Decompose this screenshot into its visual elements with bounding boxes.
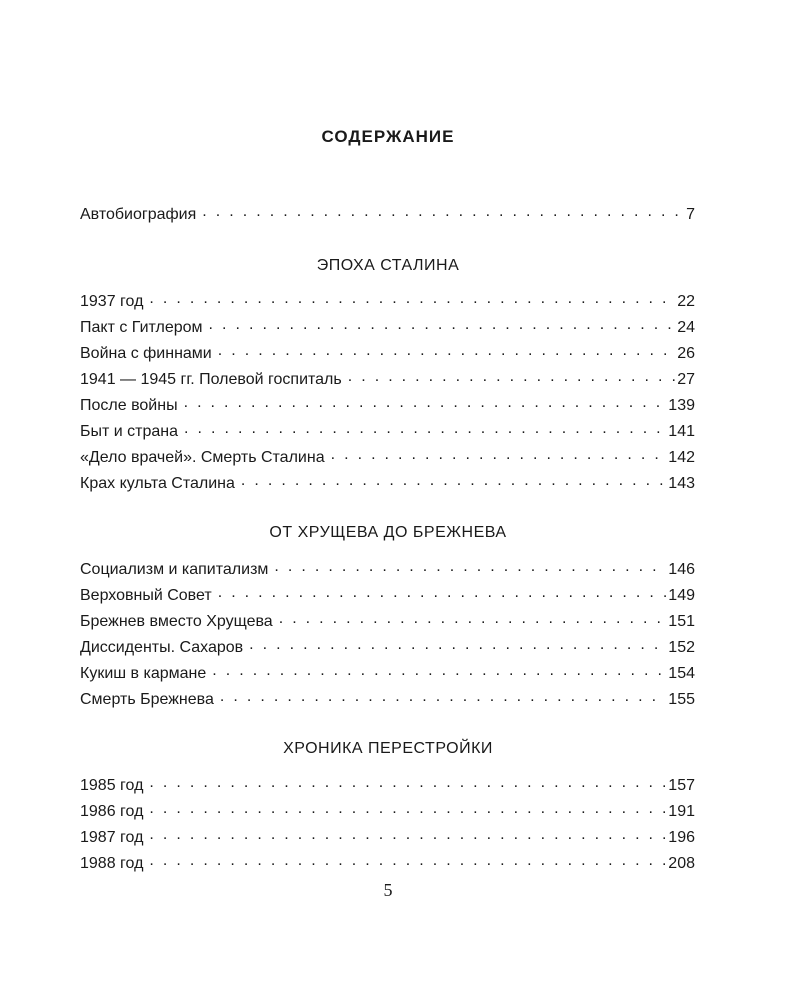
toc-entry-page: 26 bbox=[677, 345, 695, 362]
toc-entry bbox=[80, 342, 695, 364]
dot-leader bbox=[209, 316, 676, 332]
toc-entry-page: 196 bbox=[668, 829, 695, 846]
toc-entry-page: 154 bbox=[668, 665, 695, 682]
toc-entry-page: 151 bbox=[668, 613, 695, 630]
toc-entry bbox=[80, 203, 695, 225]
toc-entry-title: Диссиденты. Сахаров bbox=[80, 639, 244, 656]
dot-leader bbox=[184, 394, 667, 410]
toc-entry-page: 22 bbox=[677, 293, 695, 310]
section-heading: ЭПОХА СТАЛИНА bbox=[316, 257, 460, 274]
toc-entry-page: 146 bbox=[668, 561, 695, 578]
toc-entry-title: 1986 год bbox=[80, 803, 144, 820]
toc-entry bbox=[80, 290, 695, 312]
dot-leader bbox=[149, 800, 666, 816]
dot-leader bbox=[202, 203, 684, 219]
page-number: 5 bbox=[383, 880, 393, 900]
dot-leader bbox=[218, 584, 667, 600]
toc-entry-title: После войны bbox=[80, 397, 178, 414]
toc-entry-title: 1985 год bbox=[80, 777, 144, 794]
toc-entry-title: Быт и страна bbox=[80, 423, 179, 440]
toc-entry bbox=[80, 610, 695, 632]
toc-entry-title: 1937 год bbox=[80, 293, 144, 310]
toc-entry bbox=[80, 558, 695, 580]
toc-entry-page: 141 bbox=[668, 423, 695, 440]
page-title: СОДЕРЖАНИЕ bbox=[321, 127, 455, 146]
toc-entry-title: Смерть Брежнева bbox=[80, 691, 214, 708]
dot-leader bbox=[149, 290, 675, 306]
dot-leader bbox=[218, 342, 675, 358]
toc-entry bbox=[80, 662, 695, 684]
toc-entry-title: Социализм и капитализм bbox=[80, 561, 269, 578]
toc-entry-page: 152 bbox=[668, 639, 695, 656]
dot-leader bbox=[279, 610, 667, 626]
toc-entry-title: 1987 год bbox=[80, 829, 144, 846]
toc-entry bbox=[80, 368, 695, 390]
toc-entry bbox=[80, 852, 695, 874]
toc-entry-title: Война с финнами bbox=[80, 345, 212, 362]
toc-entry bbox=[80, 826, 695, 848]
toc-entry-page: 27 bbox=[677, 371, 695, 388]
toc-entry-title: Верховный Совет bbox=[80, 587, 212, 604]
toc-entry-page: 143 bbox=[668, 475, 695, 492]
section-heading: ОТ ХРУЩЕВА ДО БРЕЖНЕВА bbox=[269, 524, 507, 541]
toc-entry-page: 157 bbox=[668, 777, 695, 794]
toc-entry-page: 149 bbox=[668, 587, 695, 604]
dot-leader bbox=[220, 688, 666, 704]
toc-entry-page: 7 bbox=[686, 206, 695, 223]
toc-entry bbox=[80, 584, 695, 606]
toc-entry bbox=[80, 420, 695, 442]
dot-leader bbox=[331, 446, 667, 462]
dot-leader bbox=[149, 826, 666, 842]
toc-entry bbox=[80, 394, 695, 416]
toc-entry bbox=[80, 316, 695, 338]
toc-entry bbox=[80, 774, 695, 796]
section-heading: ХРОНИКА ПЕРЕСТРОЙКИ bbox=[283, 740, 493, 757]
dot-leader bbox=[274, 558, 666, 574]
toc-entry-title: Автобиография bbox=[80, 206, 197, 223]
toc-entry-page: 191 bbox=[668, 803, 695, 820]
toc-entry bbox=[80, 688, 695, 710]
toc-entry-title: 1988 год bbox=[80, 855, 144, 872]
toc-entry bbox=[80, 472, 695, 494]
toc-entry-title: Крах культа Сталина bbox=[80, 475, 235, 492]
toc-entry-page: 139 bbox=[668, 397, 695, 414]
toc-entry-title: «Дело врачей». Смерть Сталина bbox=[80, 449, 325, 466]
dot-leader bbox=[241, 472, 666, 488]
toc-entry-title: 1941 — 1945 гг. Полевой госпиталь bbox=[80, 371, 342, 388]
toc-entry bbox=[80, 446, 695, 468]
dot-leader bbox=[212, 662, 666, 678]
toc-entry-title: Брежнев вместо Хрущева bbox=[80, 613, 273, 630]
toc-entry-page: 155 bbox=[668, 691, 695, 708]
dot-leader bbox=[149, 774, 666, 790]
dot-leader bbox=[348, 368, 675, 384]
toc-entry-title: Пакт с Гитлером bbox=[80, 319, 203, 336]
dot-leader bbox=[184, 420, 666, 436]
dot-leader bbox=[249, 636, 666, 652]
toc-entry-page: 142 bbox=[668, 449, 695, 466]
toc-entry-page: 24 bbox=[677, 319, 695, 336]
toc-entry-page: 208 bbox=[668, 855, 695, 872]
dot-leader bbox=[149, 852, 666, 868]
toc-entry-title: Кукиш в кармане bbox=[80, 665, 207, 682]
toc-entry bbox=[80, 636, 695, 658]
toc-entry bbox=[80, 800, 695, 822]
